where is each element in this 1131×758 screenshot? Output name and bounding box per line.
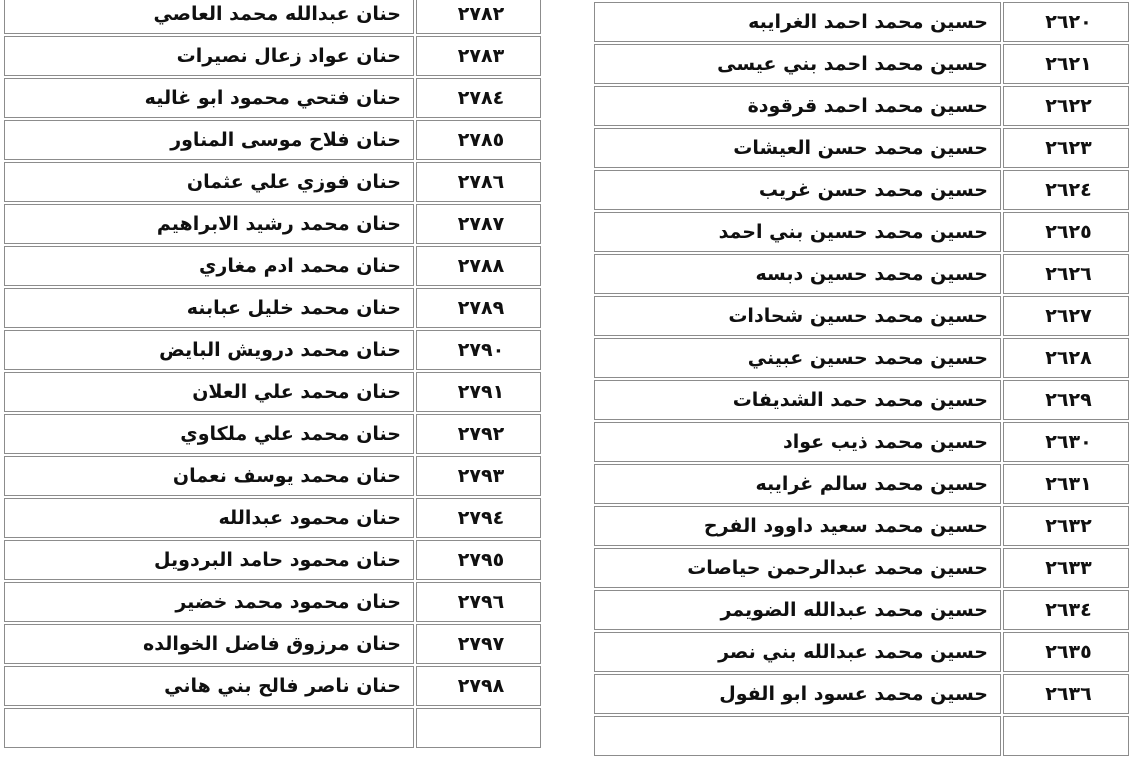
serial-number-cell: ٢٦٣٠ [1003,422,1129,462]
person-name-cell: حنان محمد درويش البايض [4,330,414,370]
serial-number-cell: ٢٦٣١ [1003,464,1129,504]
serial-number-cell: ٢٦٣٣ [1003,548,1129,588]
person-name-cell: حنان محمد رشيد الابراهيم [4,204,414,244]
table-row [594,548,1129,588]
person-name-cell: حسين محمد احمد الغرايبه [594,2,1001,42]
serial-number-cell: ٢٦٢٠ [1003,2,1129,42]
serial-number-cell: ٢٦٢٩ [1003,380,1129,420]
table-row [4,204,541,244]
table-row [4,540,541,580]
person-name-cell: حسين محمد حسن غريب [594,170,1001,210]
person-name-cell: حنان محمد ادم مغاري [4,246,414,286]
serial-number-cell: ٢٧٨٣ [416,36,541,76]
table-row [4,162,541,202]
serial-number-cell: ٢٧٨٦ [416,162,541,202]
person-name-cell: حنان محمود محمد خضير [4,582,414,622]
table-row [594,506,1129,546]
table-row [4,246,541,286]
serial-number-cell: ٢٧٩٦ [416,582,541,622]
serial-number-cell: ٢٧٩٥ [416,540,541,580]
serial-number-cell: ٢٦٢٨ [1003,338,1129,378]
serial-number-cell: ٢٧٩٣ [416,456,541,496]
person-name-cell: حسين محمد سعيد داوود الفرح [594,506,1001,546]
table-row [594,716,1129,756]
serial-number-cell: ٢٧٨٨ [416,246,541,286]
person-name-cell: حنان محمود عبدالله [4,498,414,538]
serial-number-cell: ٢٧٩٨ [416,666,541,706]
serial-number-cell: ٢٦٣٢ [1003,506,1129,546]
person-name-cell: حسين محمد حمد الشديفات [594,380,1001,420]
person-name-cell: حسين محمد حسين دبسه [594,254,1001,294]
person-name-cell: حنان محمد علي العلان [4,372,414,412]
table-row [594,128,1129,168]
serial-number-cell [1003,716,1129,756]
table-row [4,78,541,118]
table-row [594,464,1129,504]
person-name-cell: حنان فوزي علي عثمان [4,162,414,202]
person-name-cell [594,716,1001,756]
table-row [594,674,1129,714]
serial-number-cell: ٢٦٣٤ [1003,590,1129,630]
person-name-cell: حنان ناصر فالح بني هاني [4,666,414,706]
serial-number-cell: ٢٦٢٢ [1003,86,1129,126]
table-row [594,44,1129,84]
person-name-cell: حنان فلاح موسى المناور [4,120,414,160]
person-name-cell: حنان عبدالله محمد العاصي [4,0,414,34]
serial-number-cell: ٢٧٨٩ [416,288,541,328]
table-row [594,254,1129,294]
serial-number-cell: ٢٦٢٦ [1003,254,1129,294]
table-row [4,708,541,748]
person-name-cell: حسين محمد ذيب عواد [594,422,1001,462]
table-row [594,296,1129,336]
serial-number-cell: ٢٦٢٧ [1003,296,1129,336]
table-row [4,330,541,370]
table-row [4,0,541,34]
table-row [594,2,1129,42]
person-name-cell: حنان محمد علي ملكاوي [4,414,414,454]
table-row [594,422,1129,462]
person-name-cell: حنان عواد زعال نصيرات [4,36,414,76]
table-row [594,632,1129,672]
person-name-cell: حسين محمد حسين بني احمد [594,212,1001,252]
person-name-cell: حنان محمد خليل عبابنه [4,288,414,328]
serial-number-cell: ٢٧٨٤ [416,78,541,118]
table-row [594,380,1129,420]
table-row [594,86,1129,126]
table-row [4,582,541,622]
table-row [594,212,1129,252]
serial-number-cell: ٢٦٢١ [1003,44,1129,84]
person-name-cell: حسين محمد عبدالله بني نصر [594,632,1001,672]
table-row [4,120,541,160]
serial-number-cell: ٢٦٣٦ [1003,674,1129,714]
roster-table-right-body [594,2,1129,756]
serial-number-cell: ٢٧٩٢ [416,414,541,454]
person-name-cell: حنان محمود حامد البردويل [4,540,414,580]
table-row [594,170,1129,210]
person-name-cell: حسين محمد حسن العيشات [594,128,1001,168]
serial-number-cell [416,708,541,748]
serial-number-cell: ٢٧٨٥ [416,120,541,160]
serial-number-cell: ٢٧٩٤ [416,498,541,538]
person-name-cell: حسين محمد عسود ابو الفول [594,674,1001,714]
table-row [594,338,1129,378]
table-row [4,498,541,538]
person-name-cell: حسين محمد عبدالله الضويمر [594,590,1001,630]
table-row [4,372,541,412]
serial-number-cell: ٢٧٩٧ [416,624,541,664]
person-name-cell: حنان محمد يوسف نعمان [4,456,414,496]
person-name-cell: حسين محمد احمد قرقودة [594,86,1001,126]
person-name-cell [4,708,414,748]
person-name-cell: حسين محمد احمد بني عيسى [594,44,1001,84]
person-name-cell: حسين محمد عبدالرحمن حياصات [594,548,1001,588]
serial-number-cell: ٢٧٩١ [416,372,541,412]
roster-table-left [2,0,543,750]
table-row [4,288,541,328]
serial-number-cell: ٢٧٩٠ [416,330,541,370]
serial-number-cell: ٢٦٢٥ [1003,212,1129,252]
person-name-cell: حنان فتحي محمود ابو غاليه [4,78,414,118]
serial-number-cell: ٢٦٢٣ [1003,128,1129,168]
serial-number-cell: ٢٦٢٤ [1003,170,1129,210]
table-row [4,624,541,664]
person-name-cell: حنان مرزوق فاضل الخوالده [4,624,414,664]
serial-number-cell: ٢٧٨٢ [416,0,541,34]
person-name-cell: حسين محمد حسين عبيني [594,338,1001,378]
serial-number-cell: ٢٦٣٥ [1003,632,1129,672]
table-row [4,666,541,706]
roster-table-left-body [4,0,541,748]
person-name-cell: حسين محمد حسين شحادات [594,296,1001,336]
table-row [594,590,1129,630]
table-row [4,36,541,76]
table-row [4,456,541,496]
serial-number-cell: ٢٧٨٧ [416,204,541,244]
person-name-cell: حسين محمد سالم غرايبه [594,464,1001,504]
roster-table-right [592,0,1131,758]
table-row [4,414,541,454]
